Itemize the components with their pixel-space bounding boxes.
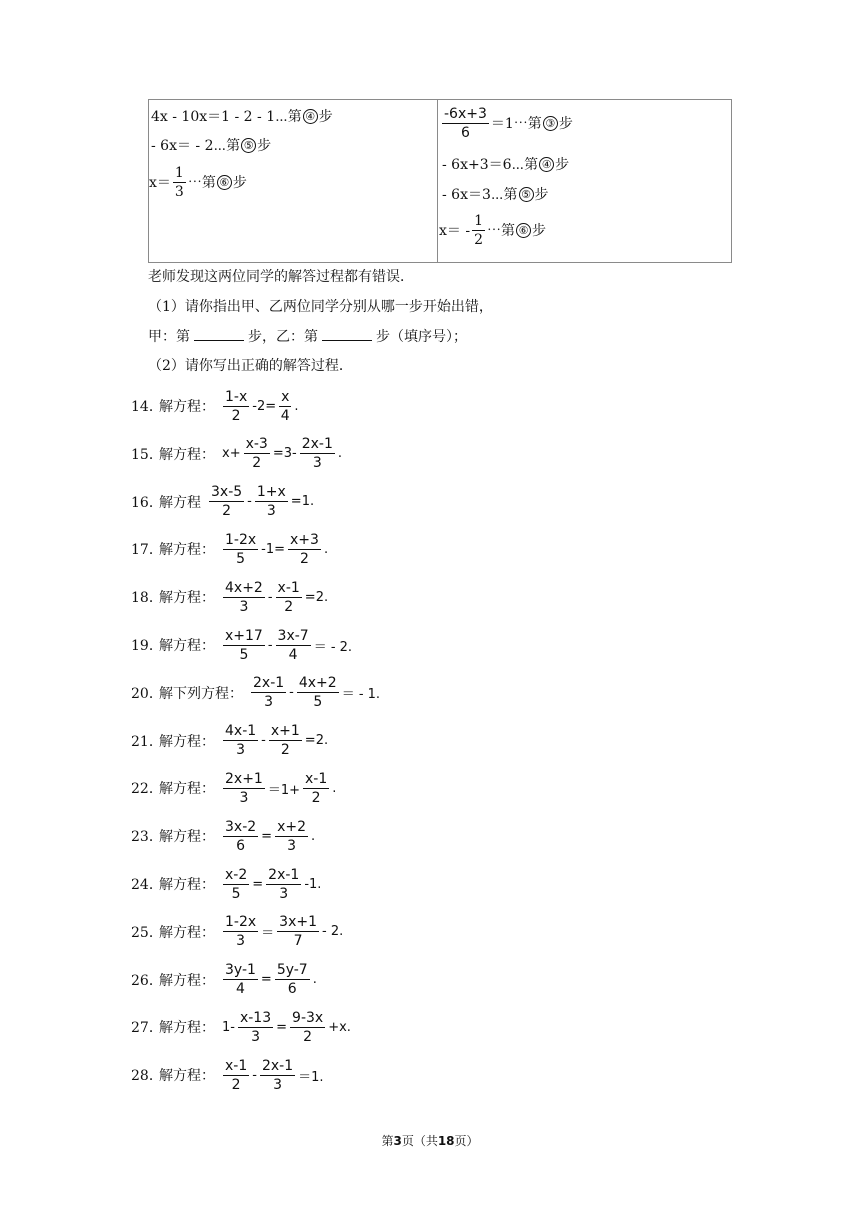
fraction	[260, 1059, 295, 1092]
step-number-circle: ⑤	[241, 138, 256, 153]
step-suffix: 步	[318, 108, 333, 125]
fraction	[276, 581, 302, 614]
step-number-circle: ⑤	[519, 187, 534, 202]
fraction	[223, 581, 265, 614]
problem-item	[131, 816, 316, 856]
problem-number: 22．	[131, 781, 163, 798]
fraction	[442, 107, 489, 140]
equation	[221, 915, 344, 948]
equation	[221, 963, 318, 996]
fraction	[275, 963, 310, 996]
fraction-denominator: 2	[474, 232, 483, 248]
step-line	[442, 187, 549, 202]
fraction	[223, 533, 258, 566]
fraction	[223, 629, 265, 662]
fraction-denominator: 3	[236, 742, 246, 759]
equation	[221, 581, 329, 614]
equation	[221, 533, 329, 566]
fraction-numerator: x+17	[225, 627, 263, 644]
problem-item	[131, 386, 300, 426]
fraction-numerator: 1	[474, 213, 483, 229]
fraction	[223, 772, 265, 805]
step-suffix: 步	[534, 186, 549, 203]
problem-label: 解方程：	[159, 877, 215, 893]
step-line	[442, 157, 569, 172]
equation	[221, 629, 353, 662]
equation-operator: =2.	[304, 589, 329, 605]
fraction-denominator: 6	[460, 125, 470, 141]
step-suffix: 步	[558, 115, 573, 132]
fraction	[290, 1011, 325, 1044]
equation-operator: -	[267, 589, 273, 605]
fraction-numerator: x-1	[225, 1057, 248, 1074]
equation-operator: =2.	[304, 733, 329, 749]
equation-operator: =	[260, 972, 272, 988]
step-expr: - 6x＝3⋯第	[442, 186, 518, 203]
fraction-numerator: x-1	[277, 579, 300, 596]
equation-operator: 1-	[222, 1019, 235, 1035]
problem-number: 14．	[131, 399, 163, 415]
fraction-denominator: 5	[313, 694, 323, 711]
fraction-numerator: x-1	[305, 770, 328, 787]
equation	[207, 485, 315, 518]
step-number-circle: ③	[543, 116, 558, 131]
fraction-denominator: 3	[312, 455, 322, 472]
equation-operator: -2=	[252, 398, 277, 414]
fraction	[173, 166, 186, 199]
fraction-numerator: 3x-5	[211, 484, 243, 501]
fraction-denominator: 3	[264, 694, 274, 711]
fraction-denominator: 7	[293, 933, 303, 950]
equation-operator: ＝ - 2.	[313, 639, 353, 655]
yi-solution-cell	[438, 100, 731, 262]
problem-item	[131, 577, 329, 617]
fraction-numerator: 2x-1	[261, 1057, 294, 1074]
fraction-numerator: x	[281, 388, 290, 405]
fraction-numerator: 3x-7	[277, 627, 309, 644]
equation	[249, 676, 381, 709]
answer-blank-yi[interactable]	[322, 328, 372, 341]
problem-label: 解方程：	[159, 638, 215, 654]
step-line	[151, 109, 333, 124]
fraction-numerator: x+3	[290, 531, 319, 548]
problem-item	[131, 529, 329, 569]
fraction	[255, 485, 288, 518]
fraction-denominator: 6	[236, 837, 246, 854]
problem-item	[131, 1007, 352, 1047]
problem-item	[131, 482, 315, 522]
problem-label: 解方程：	[159, 829, 215, 846]
problem-label: 解方程：	[159, 542, 215, 559]
equation-operator: -	[261, 733, 266, 749]
problem-label: 解方程：	[159, 781, 215, 798]
equation-operator: .	[323, 541, 329, 557]
fraction	[244, 437, 270, 470]
equation-operator: -	[289, 685, 294, 701]
problem-number: 15．	[131, 446, 163, 463]
problem-number: 16．	[131, 494, 163, 511]
problem-item	[131, 912, 344, 952]
fraction	[472, 214, 485, 247]
equation-operator: ＝ - 1.	[341, 687, 381, 703]
fraction-numerator: 9-3x	[292, 1009, 324, 1026]
fraction-numerator: 1-x	[225, 388, 248, 405]
equation	[221, 437, 343, 470]
step-expr: - 6x+3＝6⋯第	[442, 156, 539, 173]
problem-number: 28．	[131, 1068, 163, 1085]
problem-item	[131, 673, 381, 713]
fraction-numerator: x-2	[225, 866, 248, 883]
equation-operator: .	[337, 446, 342, 462]
fraction-numerator: x+2	[277, 818, 306, 835]
problem-label: 解方程：	[159, 1020, 215, 1037]
problem-label: 解方程	[159, 494, 201, 511]
footer-total-pages: 18	[437, 1134, 455, 1148]
fraction-denominator: 4	[280, 407, 290, 424]
problem-number: 19．	[131, 638, 163, 654]
fraction-denominator: 3	[251, 1028, 260, 1045]
fraction-denominator: 2	[252, 455, 262, 472]
equation-operator: -	[267, 637, 273, 653]
fraction	[276, 629, 311, 662]
fraction	[223, 724, 258, 757]
page-footer	[0, 1132, 860, 1149]
step-number-circle: ④	[303, 109, 318, 124]
equation-operator: x+	[222, 446, 241, 462]
equation-operator: -1.	[304, 876, 322, 892]
equation-operator: - 2.	[322, 924, 344, 940]
equation	[221, 1059, 325, 1092]
problem-label: 解方程：	[159, 590, 215, 607]
fraction-numerator: 3x-2	[225, 818, 257, 835]
fraction-numerator: 5y-7	[276, 962, 308, 979]
fraction-numerator: 1+x	[256, 484, 286, 501]
fraction-denominator: 5	[231, 885, 241, 902]
step-line	[439, 214, 546, 247]
equation-operator: ＝1+	[267, 782, 301, 798]
equation-operator: -1=	[261, 541, 286, 557]
solution-table	[148, 99, 732, 263]
fraction-denominator: 2	[222, 503, 232, 520]
fraction-numerator: 2x-1	[268, 866, 300, 883]
problem-item	[131, 768, 337, 808]
fraction-numerator: -6x+3	[444, 106, 487, 122]
fraction-denominator: 3	[236, 933, 246, 950]
fraction-numerator: 3x+1	[279, 914, 318, 931]
problem-number: 24．	[131, 877, 163, 893]
problem-item	[131, 864, 322, 904]
fraction-numerator: 1-2x	[225, 914, 257, 931]
fraction	[223, 868, 249, 901]
step-suffix: 步	[532, 222, 546, 239]
problem-number: 23．	[131, 829, 163, 846]
problem-item	[131, 625, 353, 665]
fraction-denominator: 3	[266, 503, 276, 520]
question-1: （1）请你指出甲、乙两位同学分别从哪一步开始出错，	[148, 299, 493, 315]
fraction-denominator: 3	[239, 598, 249, 615]
fraction-denominator: 5	[236, 550, 246, 567]
problem-item	[131, 434, 343, 474]
step-line	[151, 138, 271, 153]
fraction-denominator: 6	[287, 981, 297, 998]
fraction-numerator: 3y-1	[225, 962, 256, 979]
equation-operator: .	[294, 398, 299, 414]
problem-label: 解方程：	[159, 399, 215, 415]
answer-end-label: 步（填序号）；	[376, 329, 467, 345]
problem-label: 解方程：	[159, 733, 215, 750]
problem-number: 20．	[131, 685, 163, 702]
fraction-numerator: x-3	[245, 436, 268, 453]
fraction-denominator: 2	[231, 1076, 241, 1093]
step-expr: ⋯第	[187, 174, 216, 191]
equation	[221, 820, 316, 853]
fraction	[279, 390, 291, 423]
answer-yi-label: 步，乙：第	[248, 329, 318, 345]
footer-page-number: 3	[393, 1134, 402, 1148]
fraction	[238, 1011, 273, 1044]
fraction-denominator: 4	[288, 646, 298, 663]
problem-label: 解方程：	[159, 1068, 215, 1085]
step-number-circle: ⑥	[217, 175, 232, 190]
footer-text: 页）	[454, 1134, 479, 1148]
fraction-numerator: x+1	[270, 723, 300, 740]
fraction-denominator: 2	[284, 598, 294, 615]
problem-number: 26．	[131, 972, 163, 989]
fraction-numerator: x-13	[239, 1009, 272, 1026]
fraction-denominator: 4	[235, 981, 245, 998]
equation-operator: =1.	[290, 494, 315, 510]
fraction	[288, 533, 321, 566]
equation-operator: .	[332, 780, 337, 796]
fraction-numerator: 4x+2	[225, 579, 263, 596]
equation-operator: .	[311, 828, 316, 844]
step-expr: ⋯第	[487, 222, 515, 239]
fraction	[277, 915, 319, 948]
footer-text: 第	[381, 1134, 394, 1148]
equation-operator: ＝	[261, 926, 275, 942]
answer-jia-label: 甲：第	[148, 329, 190, 345]
answer-blank-jia[interactable]	[194, 328, 244, 341]
step-expr: - 6x＝ - 2⋯第	[151, 137, 241, 154]
equation-operator: +x.	[328, 1019, 351, 1035]
jia-solution-cell	[149, 100, 438, 262]
equation	[221, 868, 322, 901]
step-suffix: 步	[232, 174, 247, 191]
step-line	[440, 107, 573, 140]
equation-operator: -	[247, 494, 252, 510]
fraction-denominator: 3	[174, 184, 184, 200]
fraction-numerator: 4x+2	[298, 675, 337, 692]
fraction-denominator: 2	[231, 407, 241, 424]
fraction	[209, 485, 244, 518]
fraction	[251, 676, 286, 709]
step-expr: 4x - 10x＝1 - 2 - 1⋯第	[151, 108, 302, 125]
problem-number: 17．	[131, 542, 163, 559]
question-2: （2）请你写出正确的解答过程．	[148, 358, 353, 374]
problem-number: 25．	[131, 924, 163, 941]
fraction-denominator: 3	[279, 885, 289, 902]
fraction-numerator: 2x-1	[301, 436, 333, 453]
equation	[221, 390, 300, 423]
fraction-numerator: 1	[174, 165, 184, 181]
problem-label: 解方程：	[159, 446, 215, 463]
problem-item	[131, 960, 318, 1000]
footer-text: 页（共	[401, 1134, 438, 1148]
step-line	[149, 166, 247, 199]
fraction	[223, 1059, 249, 1092]
step-number-circle: ④	[539, 157, 554, 172]
equation-operator: =	[276, 1019, 288, 1035]
fraction	[269, 724, 302, 757]
fraction-denominator: 2	[280, 742, 290, 759]
fraction	[223, 963, 258, 996]
teacher-note: 老师发现这两位同学的解答过程都有错误．	[148, 269, 414, 285]
step-expr: x＝ -	[439, 222, 471, 239]
fraction-numerator: 2x-1	[253, 675, 285, 692]
fraction-denominator: 3	[273, 1076, 282, 1093]
problem-label: 解方程：	[159, 972, 215, 989]
equation-operator: -	[252, 1067, 257, 1083]
equation-operator: =	[252, 876, 264, 892]
fraction-numerator: 2x+1	[225, 770, 263, 787]
fraction	[275, 820, 308, 853]
equation-operator: =	[261, 828, 273, 844]
step-number-circle: ⑥	[516, 223, 531, 238]
equation-operator: ＝1.	[298, 1069, 324, 1085]
equation-operator: .	[312, 972, 317, 988]
equation-operator: =3-	[272, 446, 297, 462]
answer-line	[148, 326, 467, 346]
fraction-denominator: 3	[287, 837, 296, 854]
problem-number: 21．	[131, 733, 163, 750]
step-suffix: 步	[555, 156, 570, 173]
equation	[221, 724, 329, 757]
equation	[221, 772, 337, 805]
fraction-denominator: 5	[239, 646, 249, 663]
step-suffix: 步	[257, 137, 272, 154]
problem-label: 解下列方程：	[159, 685, 243, 702]
fraction-denominator: 2	[311, 789, 321, 806]
equation	[221, 1011, 352, 1044]
problem-item	[131, 721, 329, 761]
fraction-numerator: 1-2x	[225, 531, 257, 548]
fraction	[223, 390, 249, 423]
fraction	[223, 820, 258, 853]
fraction	[300, 437, 335, 470]
fraction-denominator: 2	[300, 550, 309, 567]
fraction-numerator: 4x-1	[225, 723, 257, 740]
problem-label: 解方程：	[159, 924, 215, 941]
step-expr: x＝	[149, 174, 171, 191]
fraction	[297, 676, 339, 709]
fraction-denominator: 2	[303, 1028, 313, 1045]
problem-number: 18．	[131, 590, 163, 607]
fraction-denominator: 3	[239, 789, 249, 806]
fraction	[303, 772, 329, 805]
fraction	[223, 915, 258, 948]
problem-item	[131, 1055, 325, 1095]
fraction	[266, 868, 301, 901]
step-expr: ＝1⋯第	[490, 115, 542, 132]
problem-number: 27．	[131, 1020, 163, 1037]
